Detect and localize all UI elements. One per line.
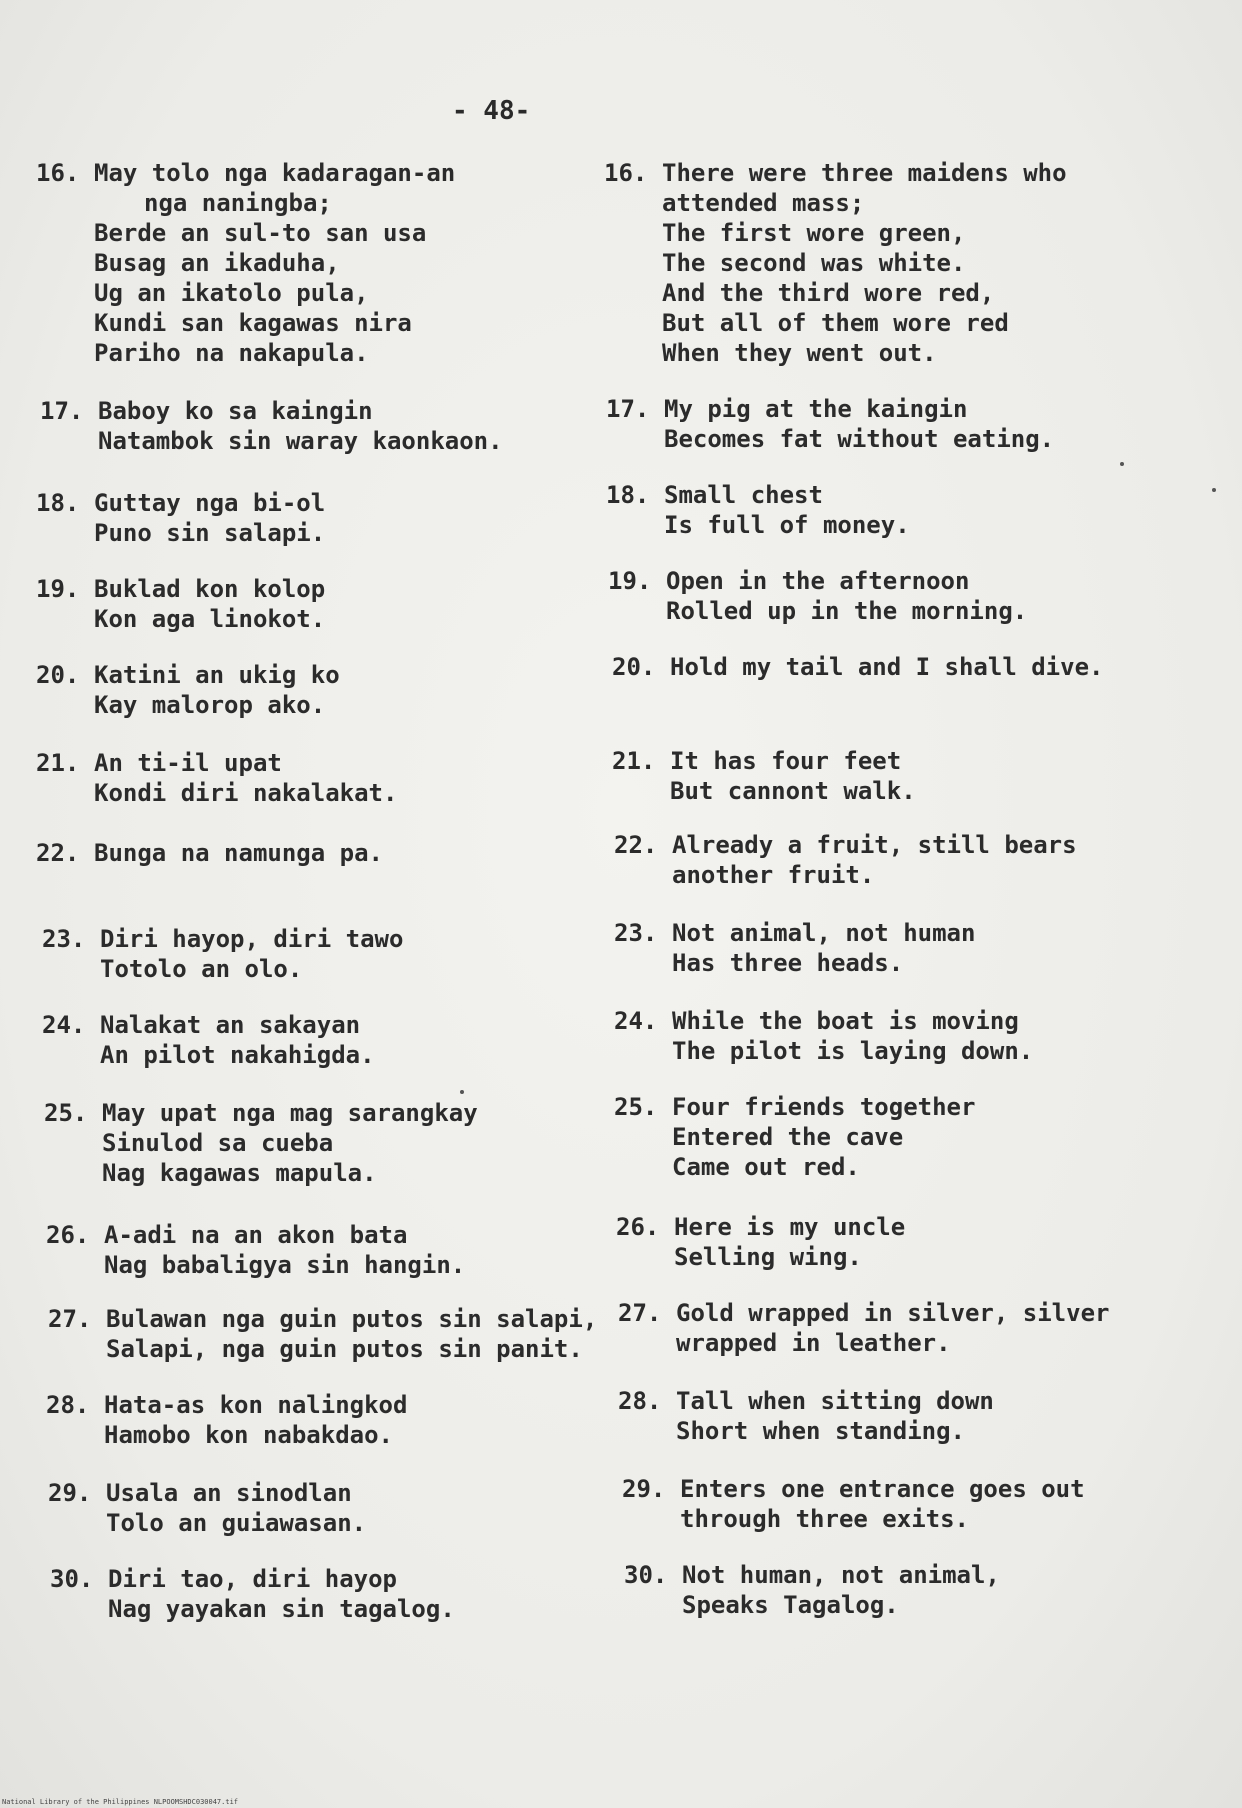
riddle-lines	[94, 574, 325, 634]
riddle-line: When they went out.	[662, 339, 937, 367]
right-riddle-21	[612, 746, 916, 806]
riddle-line: Selling wing.	[674, 1243, 862, 1271]
riddle-lines	[666, 566, 1027, 626]
riddle-line: Nag babaligya sin hangin.	[104, 1251, 466, 1279]
left-riddle-17	[40, 396, 503, 456]
riddle-number: 26.	[616, 1213, 660, 1241]
riddle-line: through three exits.	[680, 1505, 969, 1533]
riddle-number: 27.	[618, 1299, 662, 1327]
riddle-lines	[664, 394, 1054, 454]
right-riddle-24	[614, 1006, 1033, 1066]
riddle-number: 23.	[42, 925, 86, 953]
riddle-line: Tall when sitting down	[676, 1387, 994, 1415]
riddle-lines	[670, 746, 916, 806]
riddle-lines	[662, 158, 1067, 368]
riddle-number: 24.	[42, 1011, 86, 1039]
riddle-line: Katini an ukig ko	[94, 661, 340, 689]
riddle-number: 22.	[614, 831, 658, 859]
riddle-line: Small chest	[664, 481, 823, 509]
page-number: - 48-	[452, 96, 531, 126]
left-riddle-23	[42, 924, 403, 984]
riddle-line: Natambok sin waray kaonkaon.	[98, 427, 503, 455]
riddle-line: Not animal, not human	[672, 919, 976, 947]
riddle-line: Diri hayop, diri tawo	[100, 925, 404, 953]
riddle-lines	[672, 830, 1077, 890]
riddle-line: The second was white.	[662, 249, 966, 277]
left-riddle-18	[36, 488, 325, 548]
scan-speck	[460, 1090, 464, 1094]
riddle-line: An pilot nakahigda.	[100, 1041, 375, 1069]
riddle-line: Hamobo kon nabakdao.	[104, 1421, 393, 1449]
riddle-number: 17.	[606, 395, 650, 423]
riddle-line: wrapped in leather.	[676, 1329, 951, 1357]
riddle-lines	[108, 1564, 455, 1624]
riddle-lines	[94, 660, 340, 720]
right-riddle-20	[612, 652, 1103, 682]
riddle-number: 24.	[614, 1007, 658, 1035]
riddle-line: Busag an ikaduha,	[94, 249, 340, 277]
riddle-line: Guttay nga bi-ol	[94, 489, 326, 517]
riddle-lines	[94, 158, 455, 368]
riddle-number: 18.	[606, 481, 650, 509]
left-riddle-30	[50, 1564, 455, 1624]
riddle-line: And the third wore red,	[662, 279, 995, 307]
riddle-lines	[94, 748, 397, 808]
riddle-number: 19.	[36, 575, 80, 603]
riddle-line: Diri tao, diri hayop	[108, 1565, 397, 1593]
riddle-line: Kondi diri nakalakat.	[94, 779, 398, 807]
riddle-line: Berde an sul-to san usa	[94, 219, 427, 247]
riddle-line: Kon aga linokot.	[94, 605, 326, 633]
riddle-line: Nalakat an sakayan	[100, 1011, 361, 1039]
riddle-line: There were three maidens who	[662, 159, 1067, 187]
riddle-line: But all of them wore red	[662, 309, 1009, 337]
right-riddle-28	[618, 1386, 994, 1446]
right-riddle-27	[618, 1298, 1109, 1358]
riddle-line: Rolled up in the morning.	[666, 597, 1028, 625]
riddle-lines	[670, 652, 1103, 682]
riddle-line: A-adi na an akon bata	[104, 1221, 408, 1249]
riddle-number: 22.	[36, 839, 80, 867]
riddle-number: 21.	[612, 747, 656, 775]
riddle-lines	[680, 1474, 1085, 1534]
right-riddle-17	[606, 394, 1054, 454]
right-riddle-29	[622, 1474, 1085, 1534]
riddle-number: 29.	[48, 1479, 92, 1507]
riddle-line: Kundi san kagawas nira	[94, 309, 412, 337]
riddle-line: Salapi, nga guin putos sin panit.	[106, 1335, 583, 1363]
riddle-line: May upat nga mag sarangkay	[102, 1099, 478, 1127]
riddle-lines	[672, 918, 975, 978]
riddle-line: Puno sin salapi.	[94, 519, 326, 547]
riddle-line: Has three heads.	[672, 949, 904, 977]
riddle-number: 26.	[46, 1221, 90, 1249]
riddle-line: Short when standing.	[676, 1417, 965, 1445]
left-riddle-22	[36, 838, 383, 868]
riddle-line: Sinulod sa cueba	[102, 1129, 334, 1157]
left-riddle-28	[46, 1390, 407, 1450]
riddle-lines	[676, 1298, 1109, 1358]
riddle-number: 16.	[604, 159, 648, 187]
riddle-number: 25.	[614, 1093, 658, 1121]
riddle-line: Baboy ko sa kaingin	[98, 397, 373, 425]
riddle-line: Usala an sinodlan	[106, 1479, 352, 1507]
riddle-line: May tolo nga kadaragan-an	[94, 159, 456, 187]
riddle-lines	[664, 480, 910, 540]
right-riddle-19	[608, 566, 1027, 626]
riddle-line: Already a fruit, still bears	[672, 831, 1077, 859]
riddle-lines	[94, 488, 325, 548]
riddle-line: Gold wrapped in silver, silver	[676, 1299, 1110, 1327]
riddle-line: Ug an ikatolo pula,	[94, 279, 369, 307]
left-riddle-27	[48, 1304, 597, 1364]
riddle-number: 29.	[622, 1475, 666, 1503]
riddle-number: 16.	[36, 159, 80, 187]
riddle-lines	[106, 1304, 597, 1364]
riddle-line: Open in the afternoon	[666, 567, 970, 595]
riddle-number: 17.	[40, 397, 84, 425]
riddle-line: Is full of money.	[664, 511, 910, 539]
left-riddle-16	[36, 158, 455, 368]
riddle-number: 28.	[618, 1387, 662, 1415]
riddle-line: Not human, not animal,	[682, 1561, 1000, 1589]
right-riddle-22	[614, 830, 1077, 890]
riddle-number: 19.	[608, 567, 652, 595]
right-riddle-26	[616, 1212, 905, 1272]
riddle-number: 30.	[50, 1565, 94, 1593]
riddle-line: another fruit.	[672, 861, 875, 889]
riddle-line: An ti-il upat	[94, 749, 282, 777]
riddle-line: Nag kagawas mapula.	[102, 1159, 377, 1187]
scan-speck	[1120, 462, 1124, 466]
riddle-line: My pig at the kaingin	[664, 395, 968, 423]
riddle-lines	[100, 924, 403, 984]
riddle-number: 21.	[36, 749, 80, 777]
riddle-line: Enters one entrance goes out	[680, 1475, 1085, 1503]
riddle-number: 20.	[36, 661, 80, 689]
left-riddle-20	[36, 660, 340, 720]
left-riddle-21	[36, 748, 397, 808]
left-riddle-29	[48, 1478, 366, 1538]
riddle-line: Hata-as kon nalingkod	[104, 1391, 408, 1419]
riddle-line: Nag yayakan sin tagalog.	[108, 1595, 455, 1623]
right-riddle-23	[614, 918, 975, 978]
riddle-lines	[106, 1478, 366, 1538]
riddle-lines	[98, 396, 503, 456]
riddle-line: But cannont walk.	[670, 777, 916, 805]
scan-speck	[1212, 488, 1216, 492]
riddle-number: 20.	[612, 653, 656, 681]
riddle-line: Speaks Tagalog.	[682, 1591, 899, 1619]
riddle-line: Four friends together	[672, 1093, 976, 1121]
riddle-lines	[674, 1212, 905, 1272]
riddle-lines	[682, 1560, 1000, 1620]
riddle-lines	[104, 1220, 465, 1280]
riddle-line: Tolo an guiawasan.	[106, 1509, 367, 1537]
riddle-line: nga naningba;	[144, 189, 332, 217]
riddle-line: Pariho na nakapula.	[94, 339, 369, 367]
right-riddle-25	[614, 1092, 975, 1182]
right-riddle-30	[624, 1560, 1000, 1620]
riddle-lines	[104, 1390, 407, 1450]
footer-caption: National Library of the Philippines NLPOOMSHDC030047.tif	[2, 1798, 239, 1806]
riddle-lines	[672, 1006, 1033, 1066]
riddle-lines	[676, 1386, 994, 1446]
riddle-line: Buklad kon kolop	[94, 575, 326, 603]
riddle-number: 25.	[44, 1099, 88, 1127]
riddle-lines	[94, 838, 383, 868]
right-riddle-18	[606, 480, 910, 540]
left-riddle-26	[46, 1220, 465, 1280]
riddle-number: 28.	[46, 1391, 90, 1419]
riddle-line: attended mass;	[662, 189, 865, 217]
riddle-number: 18.	[36, 489, 80, 517]
riddle-line: Hold my tail and I shall dive.	[670, 653, 1104, 681]
riddle-line: Here is my uncle	[674, 1213, 906, 1241]
riddle-number: 23.	[614, 919, 658, 947]
left-riddle-19	[36, 574, 325, 634]
riddle-lines	[102, 1098, 478, 1188]
riddle-line: While the boat is moving	[672, 1007, 1019, 1035]
riddle-lines	[672, 1092, 975, 1182]
riddle-number: 30.	[624, 1561, 668, 1589]
riddle-line: Came out red.	[672, 1153, 860, 1181]
riddle-line: Totolo an olo.	[100, 955, 303, 983]
riddle-number: 27.	[48, 1305, 92, 1333]
riddle-line: Bunga na namunga pa.	[94, 839, 383, 867]
right-riddle-16	[604, 158, 1067, 368]
riddle-line: The first wore green,	[662, 219, 966, 247]
riddle-line: Entered the cave	[672, 1123, 904, 1151]
riddle-line: It has four feet	[670, 747, 902, 775]
left-riddle-25	[44, 1098, 478, 1188]
riddle-line: Bulawan nga guin putos sin salapi,	[106, 1305, 598, 1333]
left-riddle-24	[42, 1010, 375, 1070]
riddle-line: The pilot is laying down.	[672, 1037, 1034, 1065]
riddle-line: Becomes fat without eating.	[664, 425, 1055, 453]
riddle-line: Kay malorop ako.	[94, 691, 326, 719]
riddle-lines	[100, 1010, 375, 1070]
